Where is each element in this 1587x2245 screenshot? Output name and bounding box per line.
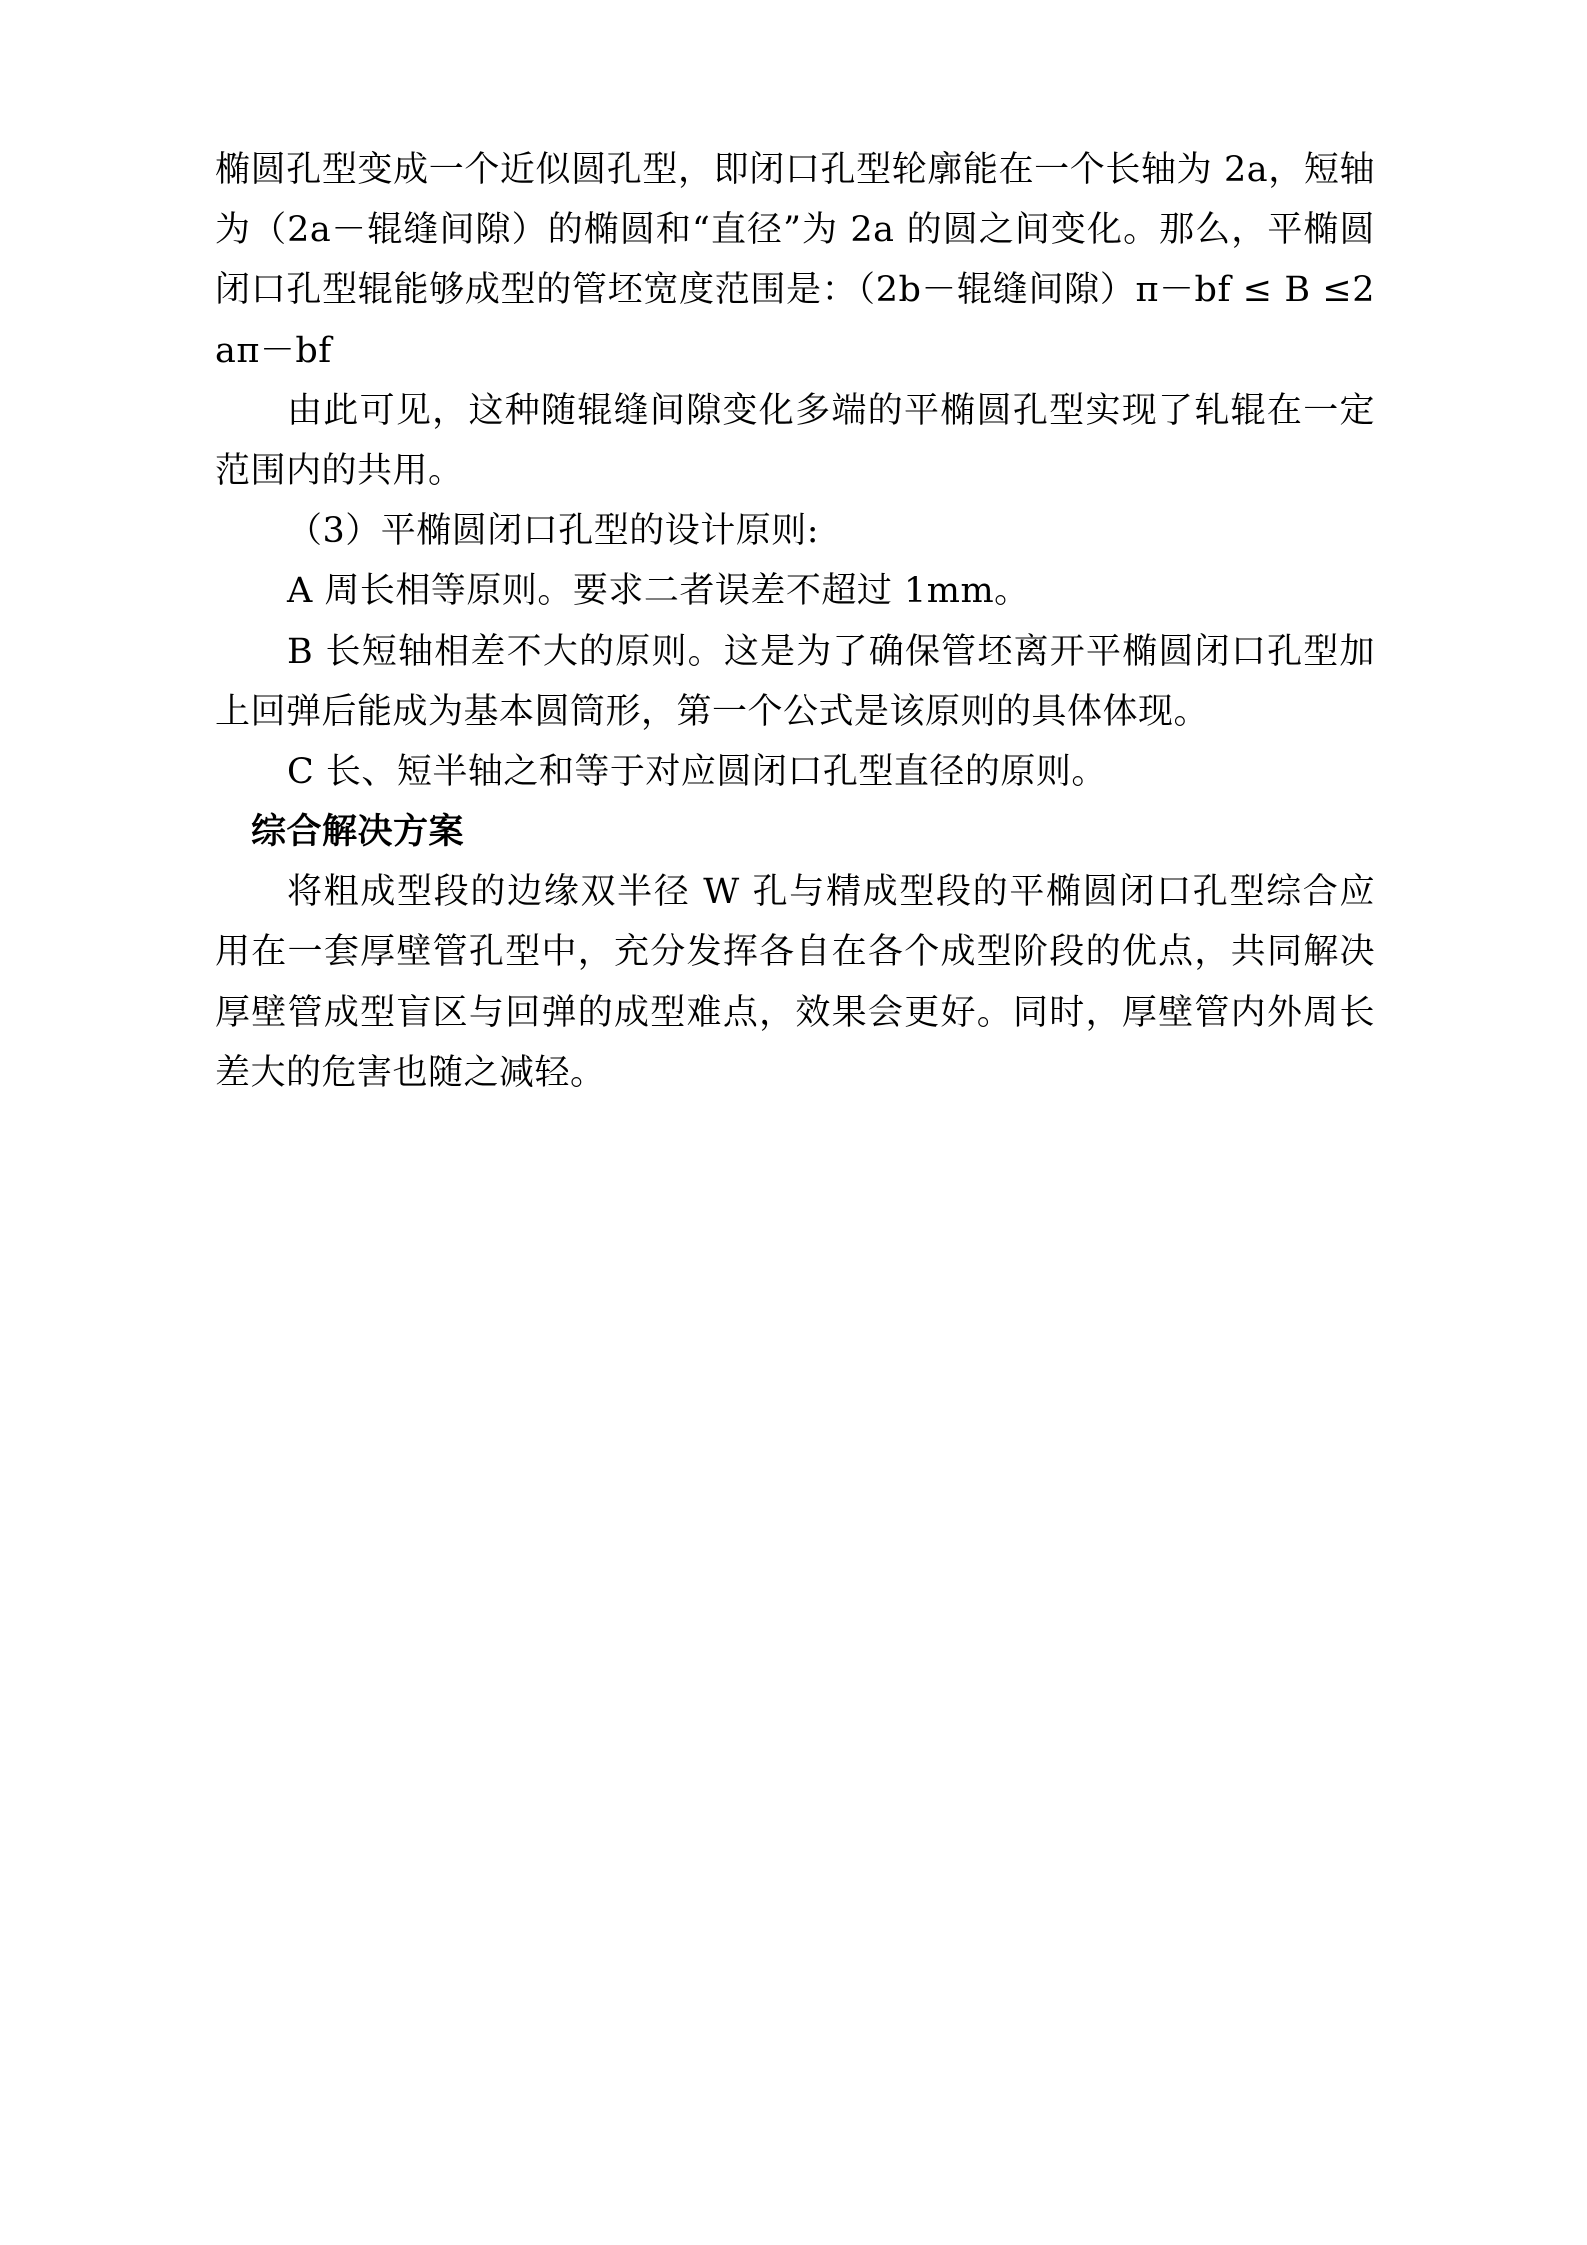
paragraph-5-principle-b: B 长短轴相差不大的原则。这是为了确保管坯离开平椭圆闭口孔型加上回弹后能成为基本圆筒形，第一个公式是该原则的具体体现。 — [215, 631, 1375, 732]
paragraph-4-principle-a: A 周长相等原则。要求二者误差不超过 1mm。 — [287, 571, 1030, 612]
paragraph-2: 由此可见，这种随辊缝间隙变化多端的平椭圆孔型实现了轧辊在一定范围内的共用。 — [215, 390, 1375, 491]
paragraph-1: 椭圆孔型变成一个近似圆孔型，即闭口孔型轮廓能在一个长轴为 2a，短轴为（2a－辊缝间隙）的椭圆和“直径”为 2a 的圆之间变化。那么，平椭圆闭口孔型辊能够成型的管坯宽度范围是：（2b－辊缝间隙）π－bf ≤ B ≤2aπ－bf — [215, 150, 1375, 371]
paragraph-3-design-principles-intro: （3）平椭圆闭口孔型的设计原则: — [287, 511, 820, 552]
document-body — [215, 140, 1375, 1103]
paragraph-7: 将粗成型段的边缘双半径 W 孔与精成型段的平椭圆闭口孔型综合应用在一套厚壁管孔型中，充分发挥各自在各个成型阶段的优点，共同解决厚壁管成型盲区与回弹的成型难点，效果会更好。同时，厚壁管内外周长差大的危害也随之减轻。 — [215, 872, 1375, 1093]
paragraph-6-principle-c: C 长、短半轴之和等于对应圆闭口孔型直径的原则。 — [287, 751, 1107, 792]
section-heading-comprehensive-solution: 综合解决方案 — [251, 811, 465, 853]
